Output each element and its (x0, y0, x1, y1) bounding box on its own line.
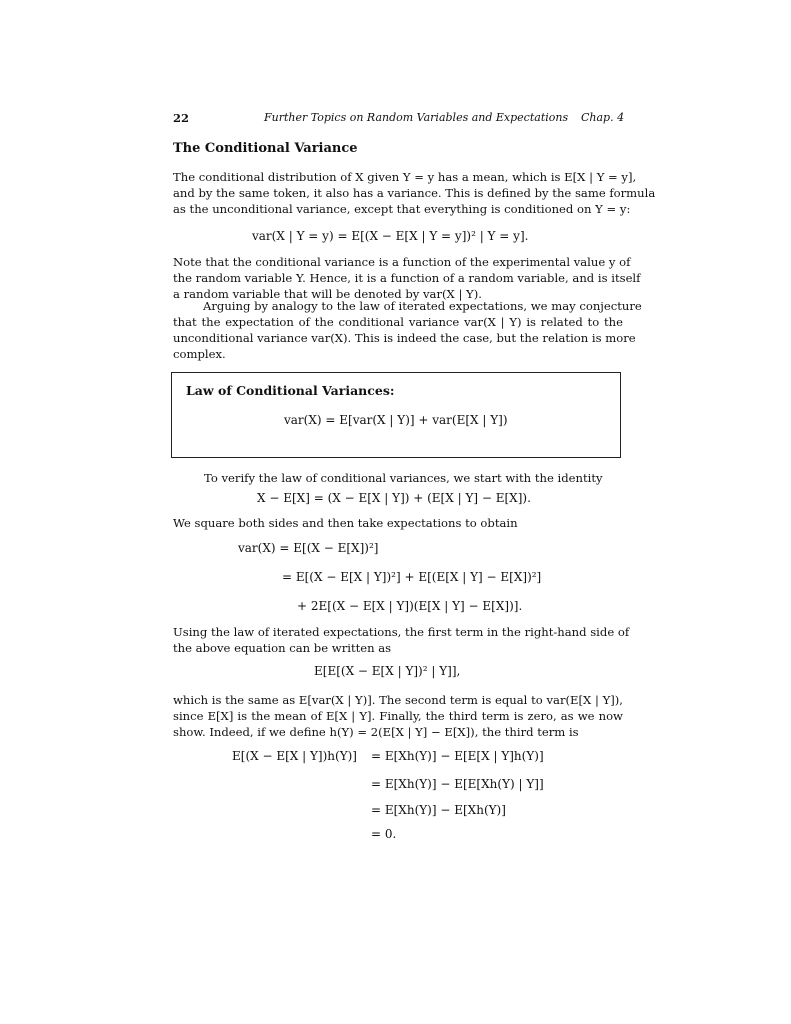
text-line: the random variable Y. Hence, it is a function of a random variable, and is itself (173, 271, 641, 285)
equation-third-term-lhs: E[(X − E[X | Y])h(Y)] (232, 749, 357, 763)
paragraph-7 (173, 692, 623, 740)
text-line: Using the law of iterated expectations, the first term in the right-hand side of (173, 625, 630, 639)
text-line: the above equation can be written as (173, 641, 392, 655)
text-line: Note that the conditional variance is a function of the experimental value y of (173, 255, 631, 269)
paragraph-3 (173, 298, 642, 362)
equation-expansion-line-2: = E[(X − E[X | Y])²] + E[(E[X | Y] − E[X])²] (282, 570, 542, 584)
running-title: Further Topics on Random Variables and Expectations (264, 111, 569, 124)
text-line: show. Indeed, if we define h(Y) = 2(E[X | Y] − E[X]), the third term is (173, 725, 579, 739)
law-title: Law of Conditional Variances: (186, 383, 395, 398)
text-line: since E[X] is the mean of E[X | Y]. Finally, the third term is zero, as we now (173, 709, 623, 723)
text-line: unconditional variance var(X). This is indeed the case, but the relation is more (173, 331, 636, 345)
text-line: The conditional distribution of X given Y = y has a mean, which is E[X | Y = y], (173, 170, 637, 184)
page-number: 22 (173, 111, 190, 125)
law-equation: var(X) = E[var(X | Y)] + var(E[X | Y]) (284, 413, 508, 427)
paragraph-2 (173, 254, 641, 302)
equation-third-term-line-3: = E[Xh(Y)] − E[Xh(Y)] (371, 803, 506, 817)
text-line: which is the same as E[var(X | Y)]. The second term is equal to var(E[X | Y]), (173, 693, 623, 707)
text-line: and by the same token, it also has a variance. This is defined by the same formula (173, 186, 656, 200)
equation-expansion-line-1: var(X) = E[(X − E[X])²] (238, 541, 379, 555)
equation-identity: X − E[X] = (X − E[X | Y]) + (E[X | Y] − E[X]). (257, 491, 531, 505)
equation-conditional-variance: var(X | Y = y) = E[(X − E[X | Y = y])² | Y = y]. (252, 229, 529, 243)
text-line: a random variable that will be denoted by var(X | Y). (173, 287, 482, 301)
chapter-label: Chap. 4 (581, 111, 625, 124)
text-line: Arguing by analogy to the law of iterated expectations, we may conjecture (203, 299, 642, 313)
text-line: as the unconditional variance, except that everything is conditioned on Y = y: (173, 202, 631, 216)
equation-third-term-line-2: = E[Xh(Y)] − E[E[Xh(Y) | Y]] (371, 777, 544, 791)
paragraph-4: To verify the law of conditional variances, we start with the identity (204, 471, 603, 485)
section-title: The Conditional Variance (173, 141, 358, 156)
text-line: complex. (173, 347, 226, 361)
paragraph-6 (173, 624, 630, 656)
paragraph-5: We square both sides and then take expectations to obtain (173, 516, 518, 530)
paragraph-1 (173, 169, 656, 217)
equation-third-term-line-4: = 0. (371, 827, 397, 841)
law-box (171, 372, 621, 458)
equation-expansion-line-3: + 2E[(X − E[X | Y])(E[X | Y] − E[X])]. (297, 599, 523, 613)
text-line: that the expectation of the conditional variance var(X | Y) is related to the (173, 315, 623, 329)
equation-third-term-line-1: = E[Xh(Y)] − E[E[X | Y]h(Y)] (371, 749, 544, 763)
equation-first-term: E[E[(X − E[X | Y])² | Y]], (314, 664, 461, 678)
